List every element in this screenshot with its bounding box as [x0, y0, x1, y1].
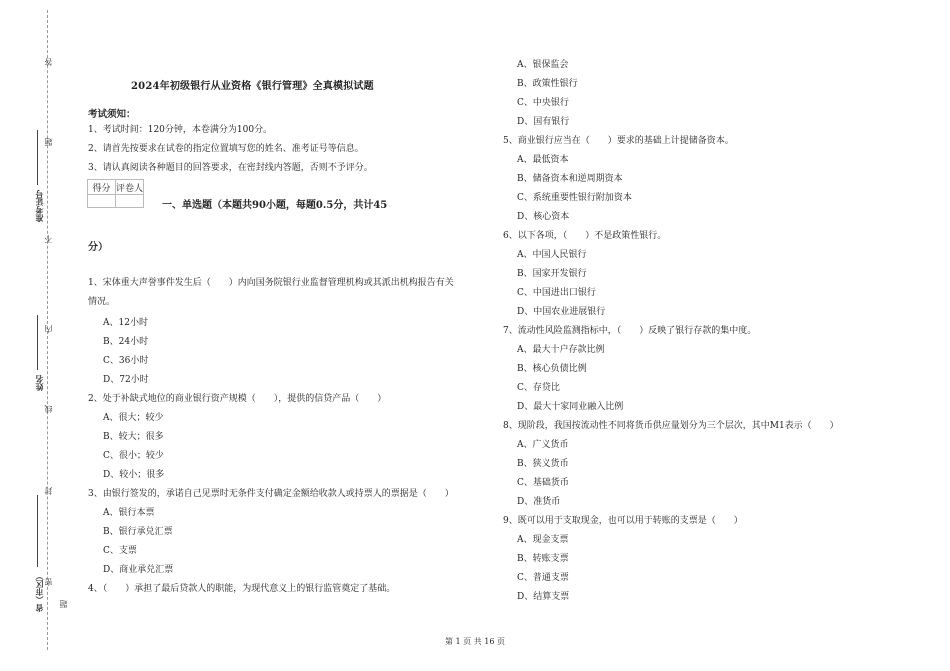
q1-option[interactable]: B、24小时: [103, 337, 149, 347]
admission-number-label: 准考证号: [34, 190, 44, 222]
q3-option[interactable]: C、支票: [103, 546, 137, 556]
exam-title: 2024年初级银行从业资格《银行管理》全真模拟试题: [131, 81, 374, 92]
notice-item: 1、考试时间：120分钟，本卷满分为100分。: [88, 125, 273, 135]
question-5: 5、商业银行应当在（ ）要求的基础上计提储备资本。: [503, 136, 734, 146]
q7-option[interactable]: D、最大十家同业融入比例: [517, 402, 624, 412]
q8-option[interactable]: D、准货币: [517, 497, 561, 507]
q4-option[interactable]: D、国有银行: [517, 117, 570, 127]
question-4: 4、（ ）承担了最后贷款人的职能，为现代意义上的银行监管奠定了基础。: [88, 584, 396, 594]
region-label: 省（市区）: [34, 572, 44, 612]
q5-option[interactable]: D、核心资本: [517, 212, 570, 222]
margin-char-bu: 不: [44, 235, 53, 243]
q9-option[interactable]: C、普通支票: [517, 573, 569, 583]
question-7: 7、流动性风险监测指标中，（ ）反映了银行存款的集中度。: [503, 326, 757, 336]
q8-option[interactable]: C、基础货币: [517, 478, 569, 488]
question-2: 2、处于补缺式地位的商业银行资产规模（ ），提供的信贷产品（ ）: [88, 394, 387, 404]
q4-option[interactable]: A、银保监会: [517, 60, 569, 70]
q5-option[interactable]: B、储备资本和逆周期资本: [517, 174, 623, 184]
q1-option[interactable]: C、36小时: [103, 356, 149, 366]
name-field[interactable]: [37, 315, 38, 370]
margin-char-ti-bottom: 题: [59, 600, 68, 608]
q6-option[interactable]: B、国家开发银行: [517, 269, 587, 279]
notice-item: 2、请首先按要求在试卷的指定位置填写您的姓名、准考证号等信息。: [88, 144, 364, 154]
q2-option[interactable]: D、较小；很多: [103, 470, 165, 480]
question-1: 1、宋体重大声誉事件发生后（ ）内向国务院银行业监督管理机构或其派出机构报告有关: [88, 278, 454, 288]
margin-char-xian: 线: [44, 405, 53, 413]
name-label: 姓名: [34, 375, 44, 391]
question-9: 9、既可以用于支取现金，也可以用于转账的支票是（ ）: [503, 516, 743, 526]
q4-option[interactable]: B、政策性银行: [517, 79, 578, 89]
margin-char-mi: 密: [44, 578, 53, 586]
q2-option[interactable]: B、较大；很多: [103, 432, 164, 442]
score-table: [87, 179, 144, 208]
q4-option[interactable]: C、中央银行: [517, 98, 569, 108]
q3-option[interactable]: B、银行承兑汇票: [103, 527, 173, 537]
page-number: 第 1 页 共 16 页: [445, 637, 505, 646]
notice-heading: 考试须知：: [88, 109, 136, 120]
q6-option[interactable]: C、中国进出口银行: [517, 288, 596, 298]
q9-option[interactable]: B、转账支票: [517, 554, 569, 564]
notice-item: 3、请认真阅读各种题目的回答要求，在密封线内答题，否则不予评分。: [88, 163, 373, 173]
score-header: 得分: [88, 180, 116, 195]
grader-header: 评卷人: [116, 180, 144, 195]
q8-option[interactable]: A、广义货币: [517, 440, 569, 450]
q5-option[interactable]: A、最低资本: [517, 155, 569, 165]
q1-option[interactable]: D、72小时: [103, 375, 149, 385]
q2-option[interactable]: C、很小；较少: [103, 451, 164, 461]
margin-char-ti-top: 题: [44, 138, 53, 146]
question-6: 6、以下各项，（ ）不是政策性银行。: [503, 231, 667, 241]
q1-option[interactable]: A、12小时: [103, 318, 148, 328]
q3-option[interactable]: A、银行本票: [103, 508, 155, 518]
q7-option[interactable]: A、最大十户存款比例: [517, 345, 605, 355]
q8-option[interactable]: B、狭义货币: [517, 459, 569, 469]
q6-option[interactable]: D、中国农业进展银行: [517, 307, 606, 317]
q9-option[interactable]: A、现金支票: [517, 535, 569, 545]
margin-char-da: 答: [44, 58, 53, 66]
q3-option[interactable]: D、商业承兑汇票: [103, 565, 174, 575]
question-8: 8、现阶段，我国按流动性不同将货币供应量划分为三个层次，其中M1表示（ ）: [503, 421, 839, 431]
section-heading: 一、单选题（本题共90小题，每题0.5分，共计45: [162, 200, 388, 211]
section-heading-continued: 分）: [88, 242, 108, 253]
q9-option[interactable]: D、结算支票: [517, 592, 570, 602]
margin-char-feng: 封: [44, 487, 53, 495]
margin-char-nei: 内: [44, 325, 53, 333]
q7-option[interactable]: C、存贷比: [517, 383, 560, 393]
score-cell[interactable]: [88, 195, 116, 208]
admission-number-field[interactable]: [37, 130, 38, 185]
q2-option[interactable]: A、很大；较少: [103, 413, 164, 423]
question-3: 3、由银行签发的，承诺自己见票时无条件支付确定金额给收款人或持票人的票据是（ ）: [88, 489, 454, 499]
region-field[interactable]: [37, 495, 38, 567]
question-1-continued: 情况。: [88, 297, 116, 307]
grader-cell[interactable]: [116, 195, 144, 208]
q5-option[interactable]: C、系统重要性银行附加资本: [517, 193, 632, 203]
q7-option[interactable]: B、核心负债比例: [517, 364, 587, 374]
q6-option[interactable]: A、中国人民银行: [517, 250, 587, 260]
